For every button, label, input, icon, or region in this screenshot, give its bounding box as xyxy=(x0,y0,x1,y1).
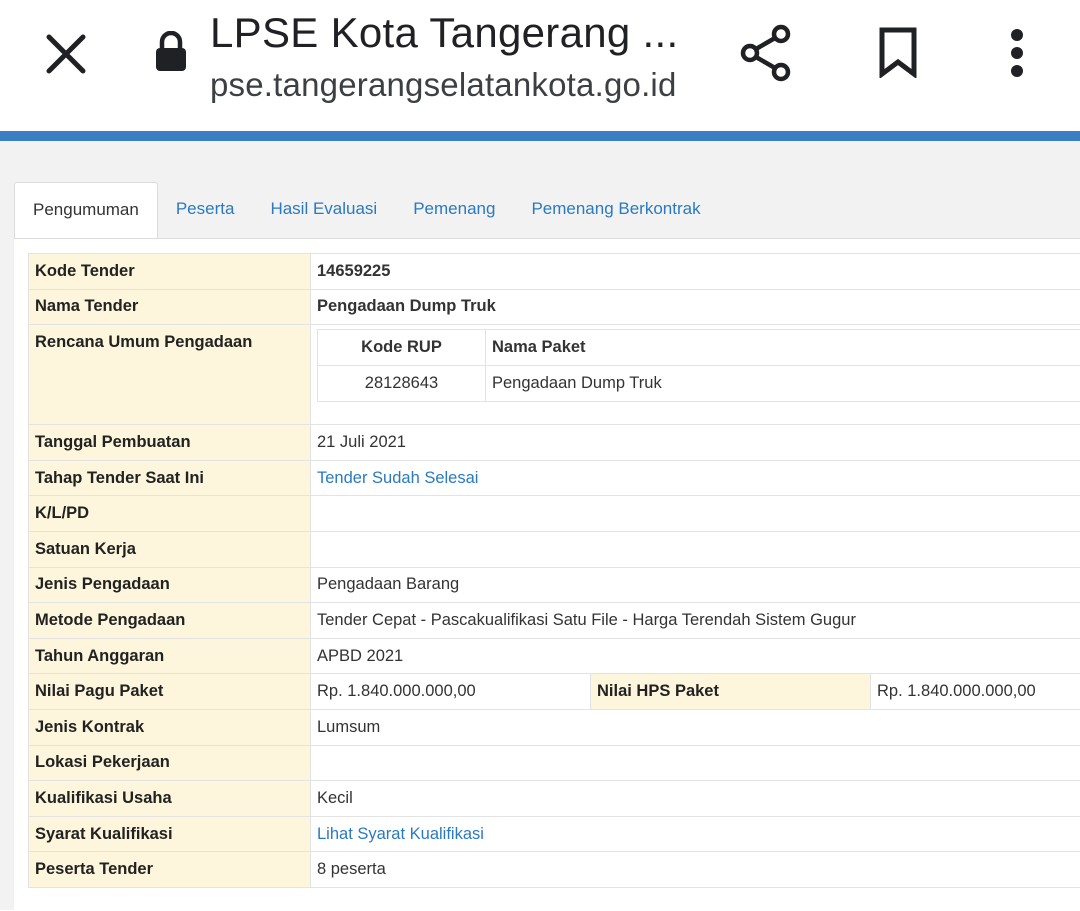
table-row xyxy=(29,567,1080,603)
rup-label: Rencana Umum Pengadaan xyxy=(29,325,311,425)
jenis-pengadaan-label: Jenis Pengadaan xyxy=(29,567,311,603)
table-row xyxy=(29,816,1080,852)
hps-label: Nilai HPS Paket xyxy=(591,674,871,710)
table-row xyxy=(29,603,1080,639)
tab-pemenang[interactable]: Pemenang xyxy=(395,182,513,238)
tanggal-value: 21 Juli 2021 xyxy=(311,425,1080,461)
tab-pengumuman[interactable]: Pengumuman xyxy=(14,182,158,239)
kualifikasi-label: Kualifikasi Usaha xyxy=(29,781,311,817)
kode-tender-value: 14659225 xyxy=(311,254,1080,290)
table-row xyxy=(29,745,1080,781)
table-row xyxy=(29,852,1080,888)
satuan-kerja-label: Satuan Kerja xyxy=(29,531,311,567)
jenis-pengadaan-value: Pengadaan Barang xyxy=(311,567,1080,603)
lokasi-label: Lokasi Pekerjaan xyxy=(29,745,311,781)
browser-toolbar xyxy=(0,0,1080,130)
pagu-value: Rp. 1.840.000.000,00 xyxy=(311,674,591,710)
close-icon[interactable] xyxy=(40,28,92,80)
more-vert-icon[interactable] xyxy=(996,24,1038,82)
kualifikasi-value: Kecil xyxy=(311,781,1080,817)
satuan-kerja-value xyxy=(311,531,1080,567)
rup-header-kode: Kode RUP xyxy=(318,330,486,366)
bookmark-icon[interactable] xyxy=(870,24,926,80)
nama-tender-label: Nama Tender xyxy=(29,289,311,325)
table-row xyxy=(29,531,1080,567)
rup-row xyxy=(318,366,1080,402)
page-title: LPSE Kota Tangerang ... xyxy=(210,8,678,58)
nama-tender-value: Pengadaan Dump Truk xyxy=(311,289,1080,325)
syarat-label: Syarat Kualifikasi xyxy=(29,816,311,852)
rup-header-row xyxy=(318,330,1080,366)
jenis-kontrak-label: Jenis Kontrak xyxy=(29,709,311,745)
table-row xyxy=(29,325,1080,425)
metode-label: Metode Pengadaan xyxy=(29,603,311,639)
tahap-label: Tahap Tender Saat Ini xyxy=(29,460,311,496)
rup-table xyxy=(317,329,1080,402)
syarat-kualifikasi-link[interactable]: Lihat Syarat Kualifikasi xyxy=(317,825,484,843)
peserta-value: 8 peserta xyxy=(311,852,1080,888)
klpd-value xyxy=(311,496,1080,532)
rup-kode: 28128643 xyxy=(318,366,486,402)
hps-value: Rp. 1.840.000.000,00 xyxy=(871,674,1080,710)
table-row xyxy=(29,674,1080,710)
table-row xyxy=(29,254,1080,290)
table-row xyxy=(29,496,1080,532)
tahap-link[interactable]: Tender Sudah Selesai xyxy=(317,469,478,487)
table-row xyxy=(29,460,1080,496)
tender-info-table xyxy=(28,253,1080,888)
table-row xyxy=(29,289,1080,325)
syarat-cell xyxy=(311,816,1080,852)
table-row xyxy=(29,709,1080,745)
tahun-anggaran-label: Tahun Anggaran xyxy=(29,638,311,674)
rup-header-nama: Nama Paket xyxy=(486,330,1080,366)
metode-value: Tender Cepat - Pascakualifikasi Satu File - Harga Terendah Sistem Gugur xyxy=(311,603,1080,639)
share-icon[interactable] xyxy=(735,22,797,84)
lokasi-value xyxy=(311,745,1080,781)
tab-bar xyxy=(14,182,719,238)
tahun-anggaran-value: APBD 2021 xyxy=(311,638,1080,674)
tab-pemenang-berkontrak[interactable]: Pemenang Berkontrak xyxy=(513,182,718,238)
tab-peserta[interactable]: Peserta xyxy=(158,182,253,238)
table-row xyxy=(29,425,1080,461)
rup-nama-paket: Pengadaan Dump Truk xyxy=(486,366,1080,402)
lock-icon xyxy=(150,30,192,74)
page-content xyxy=(0,141,1080,910)
pagu-label: Nilai Pagu Paket xyxy=(29,674,311,710)
table-row xyxy=(29,781,1080,817)
klpd-label: K/L/PD xyxy=(29,496,311,532)
page-load-progress-bar xyxy=(0,131,1080,141)
tanggal-label: Tanggal Pembuatan xyxy=(29,425,311,461)
title-block xyxy=(210,8,678,105)
table-row xyxy=(29,638,1080,674)
page-url[interactable]: pse.tangerangselatankota.go.id xyxy=(210,65,678,105)
rup-cell xyxy=(311,325,1080,425)
tahap-cell xyxy=(311,460,1080,496)
tender-detail-panel xyxy=(14,238,1080,911)
peserta-label: Peserta Tender xyxy=(29,852,311,888)
jenis-kontrak-value: Lumsum xyxy=(311,709,1080,745)
tab-hasil-evaluasi[interactable]: Hasil Evaluasi xyxy=(252,182,395,238)
kode-tender-label: Kode Tender xyxy=(29,254,311,290)
